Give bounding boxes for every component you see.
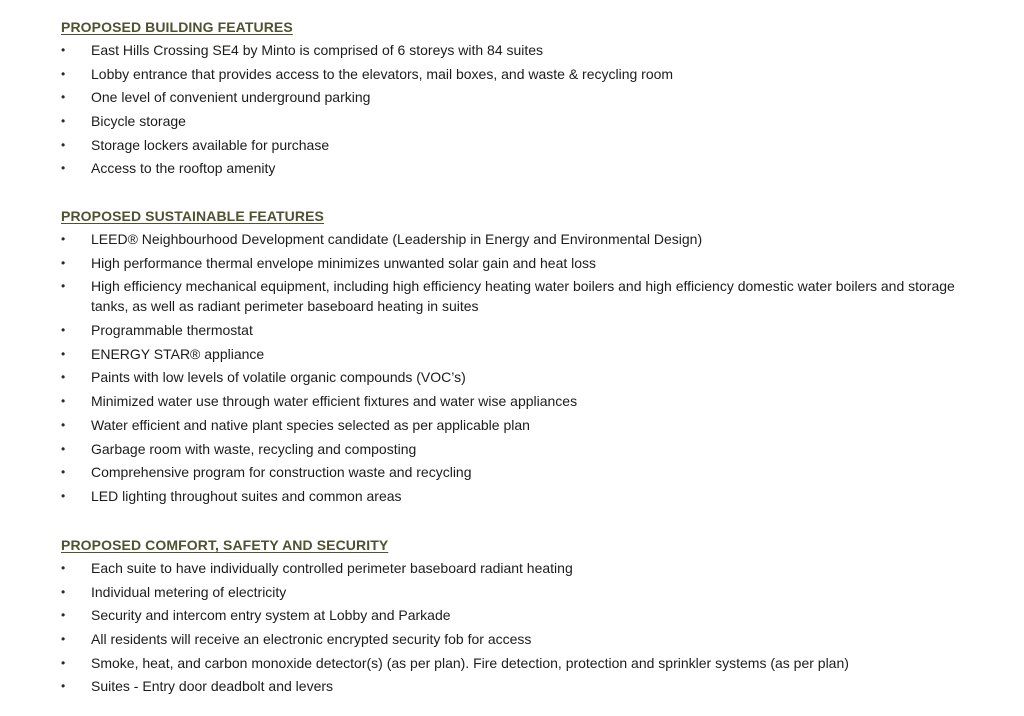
bullet-icon: •: [61, 488, 66, 503]
list-item-text: Garbage room with waste, recycling and composting: [91, 440, 417, 457]
bullet-icon: •: [61, 370, 66, 385]
bullet-icon: •: [61, 161, 66, 176]
bullet-icon: •: [61, 137, 66, 152]
list-item-text: One level of convenient underground parking: [91, 89, 371, 106]
list-item: [61, 486, 971, 506]
bullet-icon: •: [61, 394, 66, 409]
list-item-text: High efficiency mechanical equipment, including high efficiency heating water boilers and high efficiency domestic water boilers and storage tanks, as well as radiant perimeter baseboard heating in suites: [91, 278, 955, 315]
section-heading-building-features: PROPOSED BUILDING FEATURES: [61, 19, 293, 35]
bullet-icon: •: [61, 441, 66, 456]
list-item: [61, 582, 971, 602]
list-item: [61, 64, 971, 84]
bullet-icon: •: [61, 232, 66, 246]
list-item-text: Smoke, heat, and carbon monoxide detector(s) (as per plan). Fire detection, protection and sprinkler systems (as per plan): [91, 654, 849, 671]
list-item-text: East Hills Crossing SE4 by Minto is comprised of 6 storeys with 84 suites: [91, 42, 544, 58]
section-heading-sustainable-features: PROPOSED SUSTAINABLE FEATURES: [61, 208, 324, 224]
list-item: [61, 320, 971, 340]
list-item-text: Comprehensive program for construction waste and recycling: [91, 464, 472, 481]
list-item-text: LEED® Neighbourhood Development candidate (Leadership in Energy and Environmental Design): [91, 231, 703, 247]
list-item-text: High performance thermal envelope minimizes unwanted solar gain and heat loss: [91, 254, 597, 271]
list-item: [61, 158, 971, 178]
list-item-text: Water efficient and native plant species selected as per applicable plan: [91, 416, 530, 433]
list-item: [61, 462, 971, 482]
list-item-text: Access to the rooftop amenity: [91, 160, 276, 177]
bullet-icon: •: [61, 561, 66, 575]
sustainable-features-list: [61, 229, 971, 506]
list-item: [61, 344, 971, 364]
list-item-text: All residents will receive an electronic encrypted security fob for access: [91, 631, 532, 648]
bullet-icon: •: [61, 584, 66, 599]
list-item: [61, 276, 971, 316]
list-item: [61, 629, 971, 649]
list-item-text: Security and intercom entry system at Lobby and Parkade: [91, 607, 451, 624]
comfort-safety-security-list: [61, 558, 971, 696]
list-item: [61, 391, 971, 411]
list-item-text: Paints with low levels of volatile organic compounds (VOC’s): [91, 369, 466, 386]
bullet-icon: •: [61, 90, 66, 105]
bullet-icon: •: [61, 608, 66, 623]
list-item-text: Lobby entrance that provides access to the elevators, mail boxes, and waste & recycling room: [91, 65, 674, 82]
list-item: [61, 653, 971, 673]
list-item: [61, 253, 971, 273]
bullet-icon: •: [61, 632, 66, 647]
list-item-text: Each suite to have individually controlled perimeter baseboard radiant heating: [91, 560, 573, 576]
comfort-safety-security-section: [61, 537, 971, 700]
list-item-text: ENERGY STAR® appliance: [91, 345, 265, 362]
bullet-icon: •: [61, 279, 66, 294]
bullet-icon: •: [61, 66, 66, 81]
sustainable-features-section: [61, 208, 971, 510]
list-item: [61, 229, 971, 249]
list-item-text: Storage lockers available for purchase: [91, 136, 330, 153]
section-heading-comfort-safety-security: PROPOSED COMFORT, SAFETY AND SECURITY: [61, 537, 389, 553]
bullet-icon: •: [61, 114, 66, 129]
bullet-icon: •: [61, 655, 66, 670]
building-features-list: [61, 40, 971, 178]
list-item-text: Programmable thermostat: [91, 322, 253, 339]
bullet-icon: •: [61, 679, 66, 694]
list-item: [61, 676, 971, 696]
bullet-icon: •: [61, 255, 66, 270]
list-item: [61, 605, 971, 625]
building-features-section: [61, 19, 971, 182]
list-item-text: Suites - Entry door deadbolt and levers: [91, 678, 334, 695]
list-item: [61, 111, 971, 131]
bullet-icon: •: [61, 417, 66, 432]
list-item: [61, 415, 971, 435]
bullet-icon: •: [61, 43, 66, 57]
list-item-text: Minimized water use through water efficient fixtures and water wise appliances: [91, 393, 578, 410]
list-item-text: LED lighting throughout suites and common areas: [91, 487, 402, 504]
bullet-icon: •: [61, 346, 66, 361]
list-item: [61, 135, 971, 155]
list-item-text: Individual metering of electricity: [91, 583, 287, 600]
list-item: [61, 367, 971, 387]
bullet-icon: •: [61, 465, 66, 480]
list-item-text: Bicycle storage: [91, 113, 186, 130]
list-item: [61, 558, 971, 578]
list-item: [61, 40, 971, 60]
bullet-icon: •: [61, 323, 66, 338]
list-item: [61, 87, 971, 107]
list-item: [61, 439, 971, 459]
